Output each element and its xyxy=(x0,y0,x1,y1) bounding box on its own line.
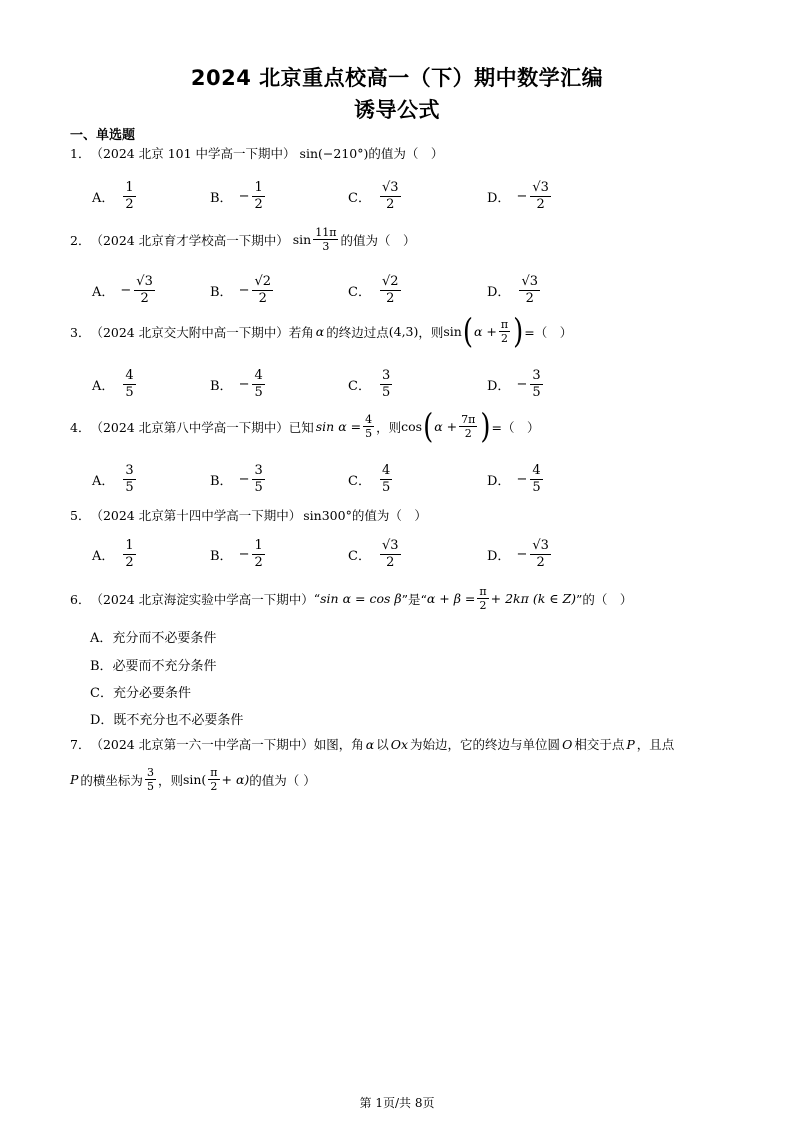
q3-fraction: $\frac{\pi}{2}$ xyxy=(500,318,509,345)
right-paren: ) xyxy=(513,312,524,351)
q7-fraction: $\frac{3}{5}$ xyxy=(146,766,154,793)
question-6: 6． （2024 北京海淀实验中学高一下期中） “ sin α = cos β ”是“ α + β = $\frac{\pi}{2}$ + 2kπ (k ∈ Z) ”的（ ） xyxy=(70,585,633,612)
q6-number: 6． xyxy=(70,591,91,607)
q5-option-c[interactable]: C． $\frac{√3}{2}$ xyxy=(348,537,399,570)
q4-source: （2024 北京第八中学高一下期中） xyxy=(90,419,289,435)
q2-option-b[interactable]: B． − $\frac{√2}{2}$ xyxy=(210,273,272,306)
q6-tail: ”的（ ） xyxy=(576,591,633,607)
question-3: 3． （2024 北京交大附中高一下期中） 若角 α 的终边过点 (4,3) ，则 sin ( α + $\frac{\pi}{2}$ ) =（ ） xyxy=(70,312,573,351)
q5-number: 5． xyxy=(70,508,91,523)
q3-point: (4,3) xyxy=(388,324,419,339)
q2-option-a[interactable]: A． − $\frac{√3}{2}$ xyxy=(92,273,153,306)
section-heading: 一、单选题 xyxy=(70,128,136,143)
q5-options xyxy=(0,534,794,574)
q3-option-d[interactable]: D． − $\frac{3}{5}$ xyxy=(487,367,541,400)
q2-number: 2． xyxy=(70,232,91,248)
q4-option-d[interactable]: D． − $\frac{4}{5}$ xyxy=(487,462,541,495)
question-4: 4． （2024 北京第八中学高一下期中） 已知 sin α = $\frac{4}{5}$ ，则 cos ( α + $\frac{7\pi}{2}$ ) =（ ） xyxy=(70,407,540,446)
q3-option-b[interactable]: B． − $\frac{4}{5}$ xyxy=(210,367,263,400)
q6-option-b[interactable]: B．必要而不充分条件 xyxy=(90,659,217,674)
q2-tail: 的值为（ ） xyxy=(340,232,416,248)
q5-option-b[interactable]: B． − $\frac{1}{2}$ xyxy=(210,537,263,570)
q1-source: （2024 北京 101 中学高一下期中） xyxy=(90,146,296,161)
question-1 xyxy=(70,144,443,162)
q5-option-a[interactable]: A． $\frac{1}{2}$ xyxy=(92,537,134,570)
q3-option-c[interactable]: C． $\frac{3}{5}$ xyxy=(348,367,391,400)
q7-source: （2024 北京第一六一中学高一下期中） xyxy=(90,737,314,752)
q2-option-c[interactable]: C． $\frac{√2}{2}$ xyxy=(348,273,399,306)
q3-number: 3． xyxy=(70,324,91,340)
q6-option-c[interactable]: C．充分必要条件 xyxy=(90,686,191,701)
q5-source: （2024 北京第十四中学高一下期中） xyxy=(90,508,302,523)
q1-expr: sin(−210°) xyxy=(299,145,369,161)
q2-options xyxy=(0,270,794,310)
q5-expr: sin300° xyxy=(303,507,352,523)
q2-option-d[interactable]: D． $\frac{√3}{2}$ xyxy=(487,273,538,306)
q1-option-c[interactable]: C． $\frac{√3}{2}$ xyxy=(348,179,399,212)
q1-tail: 的值为（ ） xyxy=(368,146,444,161)
question-7-line-2: P 的横坐标为 $\frac{3}{5}$ ，则 sin( $\frac{\pi}{2}$ + α) 的值为（ ） xyxy=(70,766,316,793)
q3-tail: =（ ） xyxy=(524,324,573,340)
q5-tail: 的值为（ ） xyxy=(351,508,427,523)
q4-fraction-1: $\frac{4}{5}$ xyxy=(365,413,373,440)
q3-fn: sin xyxy=(443,324,462,339)
q4-option-c[interactable]: C． $\frac{4}{5}$ xyxy=(348,462,391,495)
q2-fraction: $\frac{11\pi}{3}$ xyxy=(315,226,337,253)
q7-number: 7． xyxy=(70,737,91,752)
q4-options xyxy=(0,459,794,499)
left-paren: ( xyxy=(462,312,474,351)
q4-fn: cos xyxy=(401,419,423,434)
q4-number: 4． xyxy=(70,419,91,435)
q4-option-b[interactable]: B． − $\frac{3}{5}$ xyxy=(210,462,263,495)
q5-option-d[interactable]: D． − $\frac{√3}{2}$ xyxy=(487,537,549,570)
q6-fraction: $\frac{\pi}{2}$ xyxy=(479,585,487,612)
q4-fraction-2: $\frac{7\pi}{2}$ xyxy=(461,413,476,440)
left-paren: ( xyxy=(423,407,434,446)
alpha-symbol: α xyxy=(315,324,325,339)
q1-options xyxy=(0,176,794,216)
right-paren: ) xyxy=(480,407,491,446)
q3-source: （2024 北京交大附中高一下期中） xyxy=(90,324,289,340)
q1-option-b[interactable]: B． − $\frac{1}{2}$ xyxy=(210,179,263,212)
q3-option-a[interactable]: A． $\frac{4}{5}$ xyxy=(92,367,134,400)
q4-tail: =（ ） xyxy=(491,419,540,435)
question-2 xyxy=(70,226,415,253)
q3-options xyxy=(0,364,794,404)
doc-subtitle: 诱导公式 xyxy=(354,98,440,122)
q6-source: （2024 北京海淀实验中学高一下期中） xyxy=(90,591,314,607)
question-5 xyxy=(70,506,427,524)
doc-title: 2024 北京重点校高一（下）期中数学汇编 xyxy=(190,66,604,90)
q2-fn: sin xyxy=(292,232,312,247)
q4-option-a[interactable]: A． $\frac{3}{5}$ xyxy=(92,462,134,495)
q1-option-a[interactable]: A． $\frac{1}{2}$ xyxy=(92,179,134,212)
q6-option-a[interactable]: A．充分而不必要条件 xyxy=(90,631,217,646)
q2-source: （2024 北京育才学校高一下期中） xyxy=(90,232,289,248)
q6-option-d[interactable]: D．既不充分也不必要条件 xyxy=(90,713,244,728)
q1-option-d[interactable]: D． − $\frac{√3}{2}$ xyxy=(487,179,549,212)
q7-inner-fraction: $\frac{\pi}{2}$ xyxy=(210,766,218,793)
q1-number: 1． xyxy=(70,146,91,161)
page-footer: 第 1页/共 8页 xyxy=(359,1096,435,1110)
question-7: 7． （2024 北京第一六一中学高一下期中） 如图，角 α 以 Ox 为始边，它的终边与单位圆 O 相交于点 P ，且点 xyxy=(70,736,675,752)
q7-tail: 的值为（ ） xyxy=(249,772,316,788)
